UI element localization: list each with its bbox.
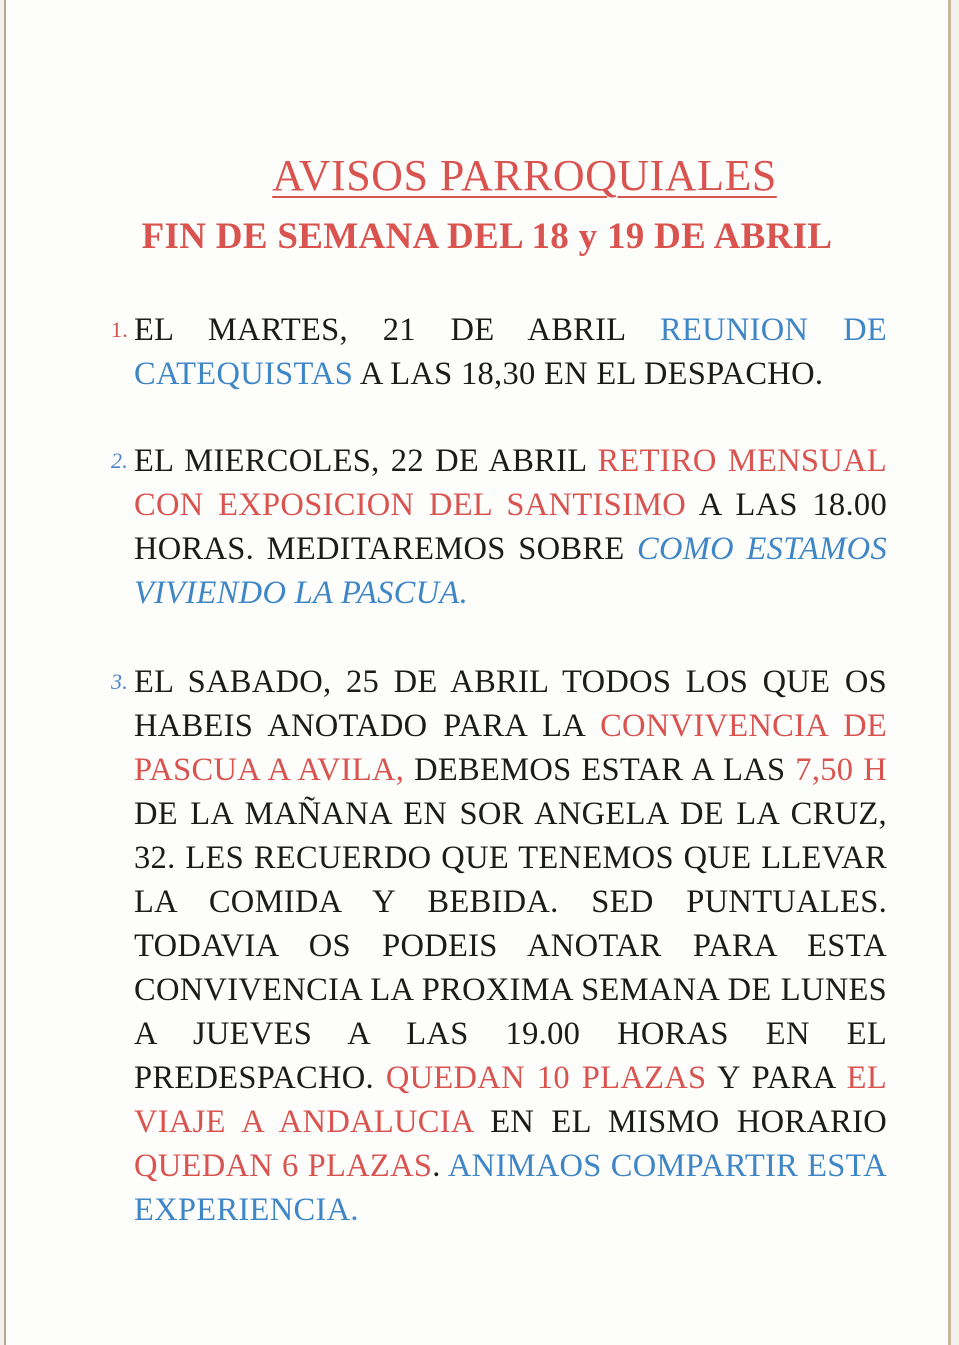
- notice-item-3: [111, 660, 888, 1232]
- item-text: .: [432, 1148, 448, 1184]
- item-text: DE LA MAÑANA EN SOR ANGELA DE LA CRUZ, 32. LES RECUERDO QUE TENEMOS QUE LLEVAR LA COMIDA Y BEBIDA. SED PUNTUALES. TODAVIA OS PODEIS ANOTAR PARA ESTA CONVIVENCIA LA PROXIMA SEMANA DE LUNES A JUEVES A LAS 19.00 HORAS EN EL PREDESPACHO.: [134, 796, 887, 1096]
- notice-item-1: [111, 308, 887, 396]
- highlight-places-6: QUEDAN 6 PLAZAS: [134, 1148, 433, 1184]
- item-text: Y PARA: [706, 1060, 847, 1096]
- item-text: .: [350, 1192, 359, 1228]
- highlight-meditation-topic: COMO ESTAMOS VIVIENDO LA PASCUA.: [134, 531, 888, 611]
- item-text: EL MARTES, 21 DE ABRIL: [134, 312, 660, 348]
- highlight-places-10: QUEDAN 10 PLAZAS: [385, 1060, 707, 1096]
- item-text: A LAS 18.00 HORAS. MEDITAREMOS SOBRE: [134, 487, 887, 567]
- notice-sheet: [4, 0, 951, 1345]
- item-text: EL MIERCOLES, 22 DE ABRIL: [134, 443, 598, 479]
- item-text: EN EL MISMO HORARIO: [472, 1104, 887, 1140]
- notice-item-2: [111, 439, 888, 615]
- item-number: 3.: [111, 669, 129, 694]
- item-text: DEBEMOS ESTAR A LAS: [404, 752, 796, 788]
- highlight-encouragement: ANIMAOS COMPARTIR ESTA EXPERIENCIA: [134, 1148, 887, 1228]
- page-subtitle: FIN DE SEMANA DEL 18 y 19 DE ABRIL: [141, 216, 833, 257]
- item-number: 1.: [111, 317, 129, 342]
- highlight-trip-andalucia: EL VIAJE A ANDALUCIA: [134, 1060, 887, 1140]
- item-text: EL SABADO, 25 DE ABRIL TODOS LOS QUE OS HABEIS ANOTADO PARA LA: [134, 664, 887, 744]
- highlight-convivencia: CONVIVENCIA DE PASCUA A AVILA,: [134, 708, 888, 788]
- page-title: AVISOS PARROQUIALES: [272, 151, 777, 200]
- highlight-time: 7,50 H: [795, 752, 887, 788]
- highlight-meeting: REUNION DE CATEQUISTAS: [134, 312, 887, 392]
- item-text: A LAS 18,30 EN EL DESPACHO.: [353, 356, 824, 392]
- item-number: 2.: [111, 448, 129, 473]
- highlight-retreat: RETIRO MENSUAL CON EXPOSICION DEL SANTISIMO: [134, 443, 887, 523]
